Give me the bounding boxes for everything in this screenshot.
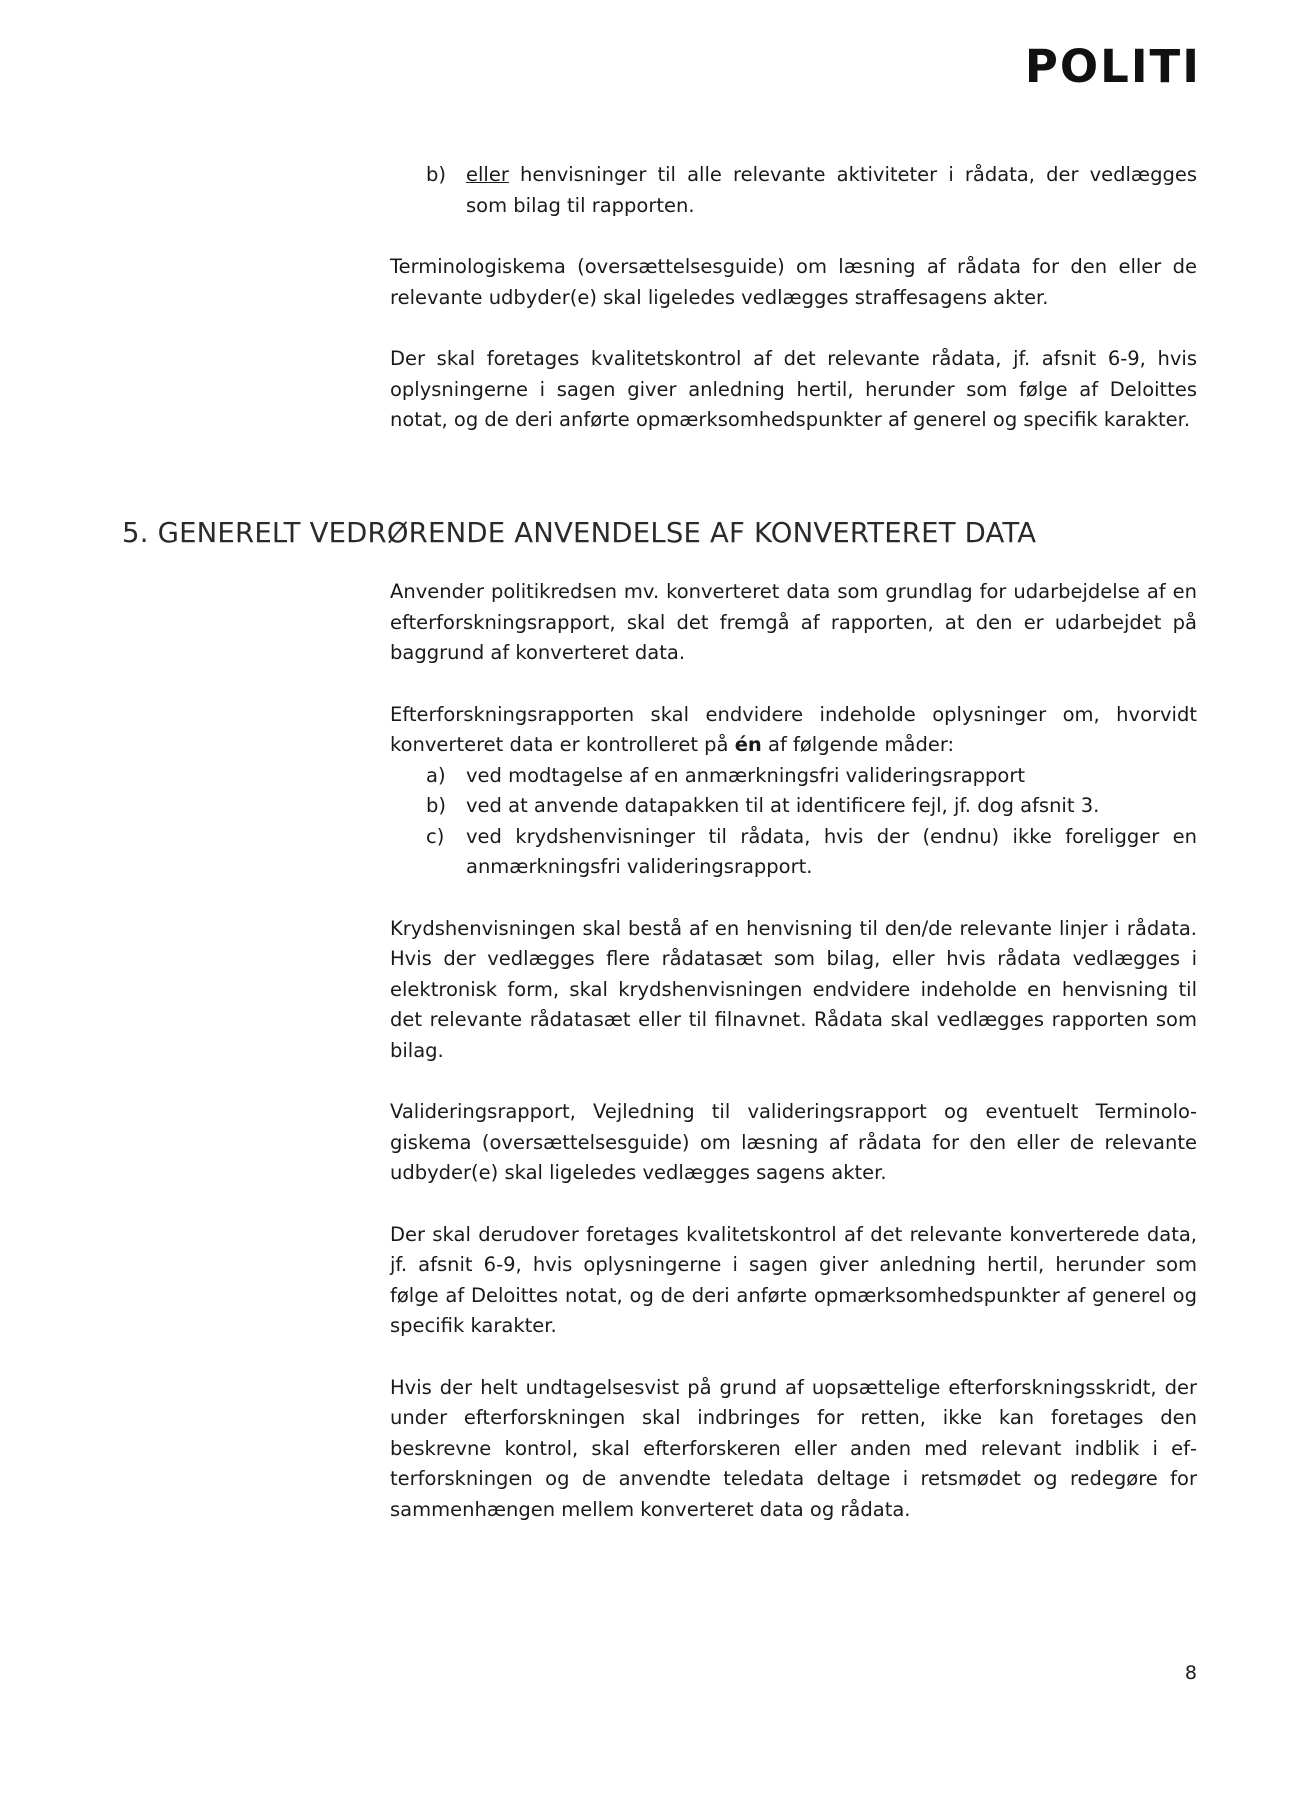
emphasis-bold: én bbox=[734, 733, 762, 756]
list-marker: c) bbox=[426, 824, 445, 848]
list-item bbox=[390, 822, 1197, 883]
page-number: 8 bbox=[1184, 1662, 1197, 1684]
list-text-rest: henvisninger til alle relevante aktiviteter i rådata, der vedlægges som bilag til rapporten. bbox=[466, 163, 1197, 217]
paragraph: Hvis der helt undtagelsesvist på grund af uopsættelige efterforskningsskridt, der under efterforskningen skal indbringes for retten, ikke kan foretages den beskrevne kontrol, skal efterforskeren eller anden med relevant indblik i efterforskningen og de anvendte teledata deltage i retsmødet og redegøre for sammenhængen mellem konverteret data og rådata. bbox=[390, 1375, 1197, 1521]
paragraph-text: Efterforskningsrapporten skal endvidere indeholde oplysninger om, hvorvidt konverteret data er kontrolleret på bbox=[390, 702, 1197, 756]
paragraph-text: af følgende måder: bbox=[761, 733, 955, 756]
list-marker: b) bbox=[426, 794, 446, 817]
paragraph: Krydshenvisningen skal bestå af en henvisning til den/de relevante linjer i rådata. Hvis der vedlægges flere rådatasæt som bilag, eller hvis rådata vedlægges i elektronisk form, skal krydshenvisningen endvidere indeholde en henvisning til det relevante rådatasæt eller til filnavnet. Rådata skal vedlægges rapporten som bilag. bbox=[390, 916, 1197, 1062]
list-marker: b) bbox=[426, 163, 446, 186]
politi-logo: POLITI bbox=[1024, 40, 1201, 93]
list-item bbox=[390, 761, 1197, 792]
list-text: ved at anvende datapakken til at identificere fejl, jf. dog afsnit 3. bbox=[466, 794, 1100, 817]
list-text: ved krydshenvisninger til rådata, hvis der (endnu) ikke foreligger en anmærkningsfri valideringsrapport. bbox=[466, 824, 1197, 878]
paragraph-with-list bbox=[390, 700, 1197, 883]
section-body bbox=[390, 577, 1197, 1556]
intro-block bbox=[390, 160, 1197, 467]
emphasis-underlined: eller bbox=[466, 163, 509, 186]
paragraph: Valideringsrapport, Vejledning til valideringsrapport og eventuelt Terminologiskema (oversættelsesguide) om læsning af rådata for den eller de relevante udbyder(e) skal ligeledes vedlægges sagens akter. bbox=[390, 1100, 1197, 1184]
list-item-b bbox=[390, 160, 1197, 221]
list-item bbox=[390, 791, 1197, 822]
paragraph: Der skal derudover foretages kvalitetskontrol af det relevante konverterede data, jf. afsnit 6-9, hvis oplysningerne i sagen giver anledning hertil, herunder som følge af Deloittes notat, og de deri anførte opmærksomhedspunkter af generel og specifik karakter. bbox=[390, 1222, 1197, 1337]
list-marker: a) bbox=[426, 763, 446, 787]
paragraph: Anvender politikredsen mv. konverteret data som grundlag for udarbejdelse af en efterforskningsrapport, skal det fremgå af rapporten, at den er udarbejdet på baggrund af konverteret data. bbox=[390, 580, 1197, 664]
paragraph: Der skal foretages kvalitetskontrol af det relevante rådata, jf. afsnit 6-9, hvis oplysningerne i sagen giver anledning hertil, herunder som følge af Deloittes notat, og de deri anførte opmærksomhedspunkter af generel og specifik karakter. bbox=[390, 347, 1197, 431]
list-text: ved modtagelse af en anmærkningsfri valideringsrapport bbox=[466, 763, 1026, 787]
list-text bbox=[466, 160, 1197, 221]
section-heading: 5. GENERELT VEDRØRENDE ANVENDELSE AF KONVERTERET DATA bbox=[122, 517, 1037, 549]
paragraph: Terminologiskema (oversættelsesguide) om læsning af rådata for den eller de relevante udbyder(e) skal ligeledes vedlægges straffesagens akter. bbox=[390, 255, 1197, 309]
paragraph bbox=[390, 700, 1197, 761]
